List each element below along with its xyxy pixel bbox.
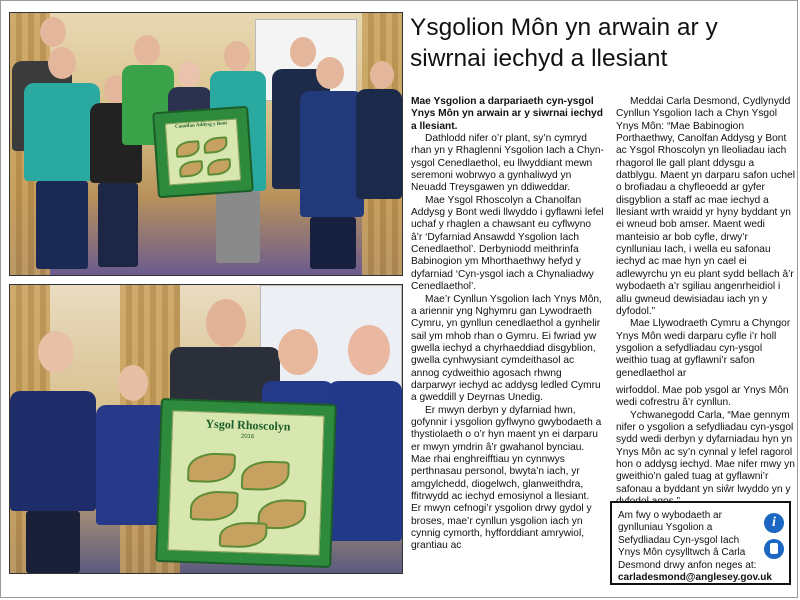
contact-info-box (610, 501, 791, 585)
award-plaque (155, 398, 337, 568)
article-paragraph: Meddai Carla Desmond, Cydlynydd Cynllun Ysgolion Iach a Chyn Ysgol Ynys Môn: “Mae Babinogion Porthaethwy, Canolfan Addysg y Bont ac Ysgol Rhoscolyn yn lleoliadau iach rhagorol lle gall plant ddysgu a datblygu. Maent yn darparu safon uchel o brofiadau a chyfleoedd ar gyfer disgyblion a staff ac mae iechyd a llesiant wrth wraidd yr hyny byddant yn ei wneud bob amser. Maent wedi manteisio ar bob cyfle, drwy’r cynlluniau Iach, i wella eu safonau iechyd ac mae hyn yn cael ei adlewyrchu yn eu plant sydd bellach â’r wybodaeth a’r sgiliau angenrheidiol i allu gwneud dewisiadau iach yn y dyfodol.” (616, 96, 795, 317)
leaf-icon (219, 521, 268, 549)
photo-award-group-bottom (9, 284, 403, 574)
info-icon: i (764, 513, 784, 533)
contact-info-message: Am fwy o wybodaeth ar gynlluniau Ysgolion a Sefydliadau Cyn-ysgol Iach Ynys Môn cysylltwch â Carla Desmond drwy anfon neges at: (618, 510, 757, 571)
plaque-title: Canolfan Addysg y Bont (174, 121, 228, 130)
leaf-icon (203, 136, 228, 154)
article-paragraph: Mae’r Cynllun Ysgolion Iach Ynys Môn, a ariennir yng Nghymru gan Lywodraeth Cymru, yn gynllun cenedlaethol a gynhelir sail ym mhob rhan o Gymru. Ei fwriad yw gwella iechyd a chyrhaeddiad disgyblion, gwella cynhwysiant cymdeithasol ac annog cydweithio agosach rhwng darparwyr iechyd ac addysg ledled Cymru a gweddill y Deyrnas Unedig. (411, 293, 602, 404)
phone-icon (764, 539, 784, 559)
article-paragraph: Mae Llywodraeth Cymru a Chyngor Ynys Môn wedi darparu cyfle i’r holl ysgolion a sefydliadau cyn-ysgol weithio tuag at gyflawni’r safon genedlaethol ar (616, 318, 791, 379)
leaf-icon (207, 158, 232, 176)
leaf-icon (241, 460, 290, 492)
article-column-right (616, 96, 795, 380)
article-paragraph: Ychwanegodd Carla, “Mae gennym nifer o ysgolion a sefydliadau cyn-ysgol sydd wedi derbyn y dyfarniadau hyn yn Ynys Môn ac sy’n cynnal y lefel ragorol hon o addysg iechyd. Mae nifer mwy yn gweithio’n galed tuag at gyflawni’r safonau a byddant yn siŵr lwyddo yn y (616, 409, 795, 495)
article-column-right-continued (616, 385, 795, 508)
photo-award-group-top (9, 12, 403, 276)
leaf-icon (187, 452, 236, 484)
article-column-left (411, 96, 604, 553)
contact-email-link[interactable]: carladesmond@anglesey.gov.uk (618, 572, 772, 584)
article-paragraph: Er mwyn derbyn y dyfarniad hwn, gofynnir i ysgolion gyflwyno gwybodaeth a thystiolaeth o o’r hyn maent yn ei darparu er mwyn ymdrin â’r gwahanol bynciau. Mae rhai enghreifftiau yn cynnwys perthnasau personol, bwyta’n iach, yr amgylchedd, diogelwch, glanweithdra, ffitrwydd ac iechyd emosiynol a llesiant. (411, 404, 602, 502)
article-headline: Ysgolion Môn yn arwain ar y siwrnai iechyd a llesiant (410, 14, 718, 72)
article-paragraph: Dathlodd nifer o’r plant, sy’n cymryd rhan yn y Rhaglenni Ysgolion Iach a Chyn-ysgol Cenedlaethol, eu llwyddiant mewn seremoni wobrwyo a gynhaliwyd yn Neuadd Treysgawen yn ddiweddar. (411, 133, 604, 194)
article-paragraph: wirfoddol. Mae pob ysgol ar Ynys Môn wedi cofrestru â’r cynllun. (616, 385, 789, 409)
leaf-icon (179, 160, 204, 178)
plaque-year: 2016 (240, 433, 255, 441)
award-plaque (152, 106, 254, 198)
article-lead: Mae Ysgolion a darpariaeth cyn-ysgol Ynys Môn yn arwain ar y siwrnai iechyd a llesiant. (411, 96, 603, 132)
plaque-title: Ysgol Rhoscolyn (205, 416, 291, 434)
leaf-icon (190, 490, 239, 522)
article-paragraph: Mae Ysgol Rhoscolyn a Chanolfan Addysg y Bont wedi llwyddo i gyflawni lefel uchaf y rhaglen a chawsant eu cyflwyno â’r ‘Dyfarniad Ansawdd Ysgolion Iach Cenedlaethol’. Derbyniodd meithrinfa Babinogion ym Mhorthaethwy hefyd y dyfarniad ‘Cyn-ysgol iach a Chynaliadwy Cenedlaethol’. (411, 194, 604, 293)
contact-info-text (618, 510, 772, 584)
article-paragraph: Er mwyn cefnogi’r ysgolion drwy gydol y broses, mae’r cynllun ysgolion iach yn cynnig cymorth, hyfforddiant amrywiol, grantiau ac (411, 503, 592, 552)
leaf-icon (175, 140, 200, 158)
